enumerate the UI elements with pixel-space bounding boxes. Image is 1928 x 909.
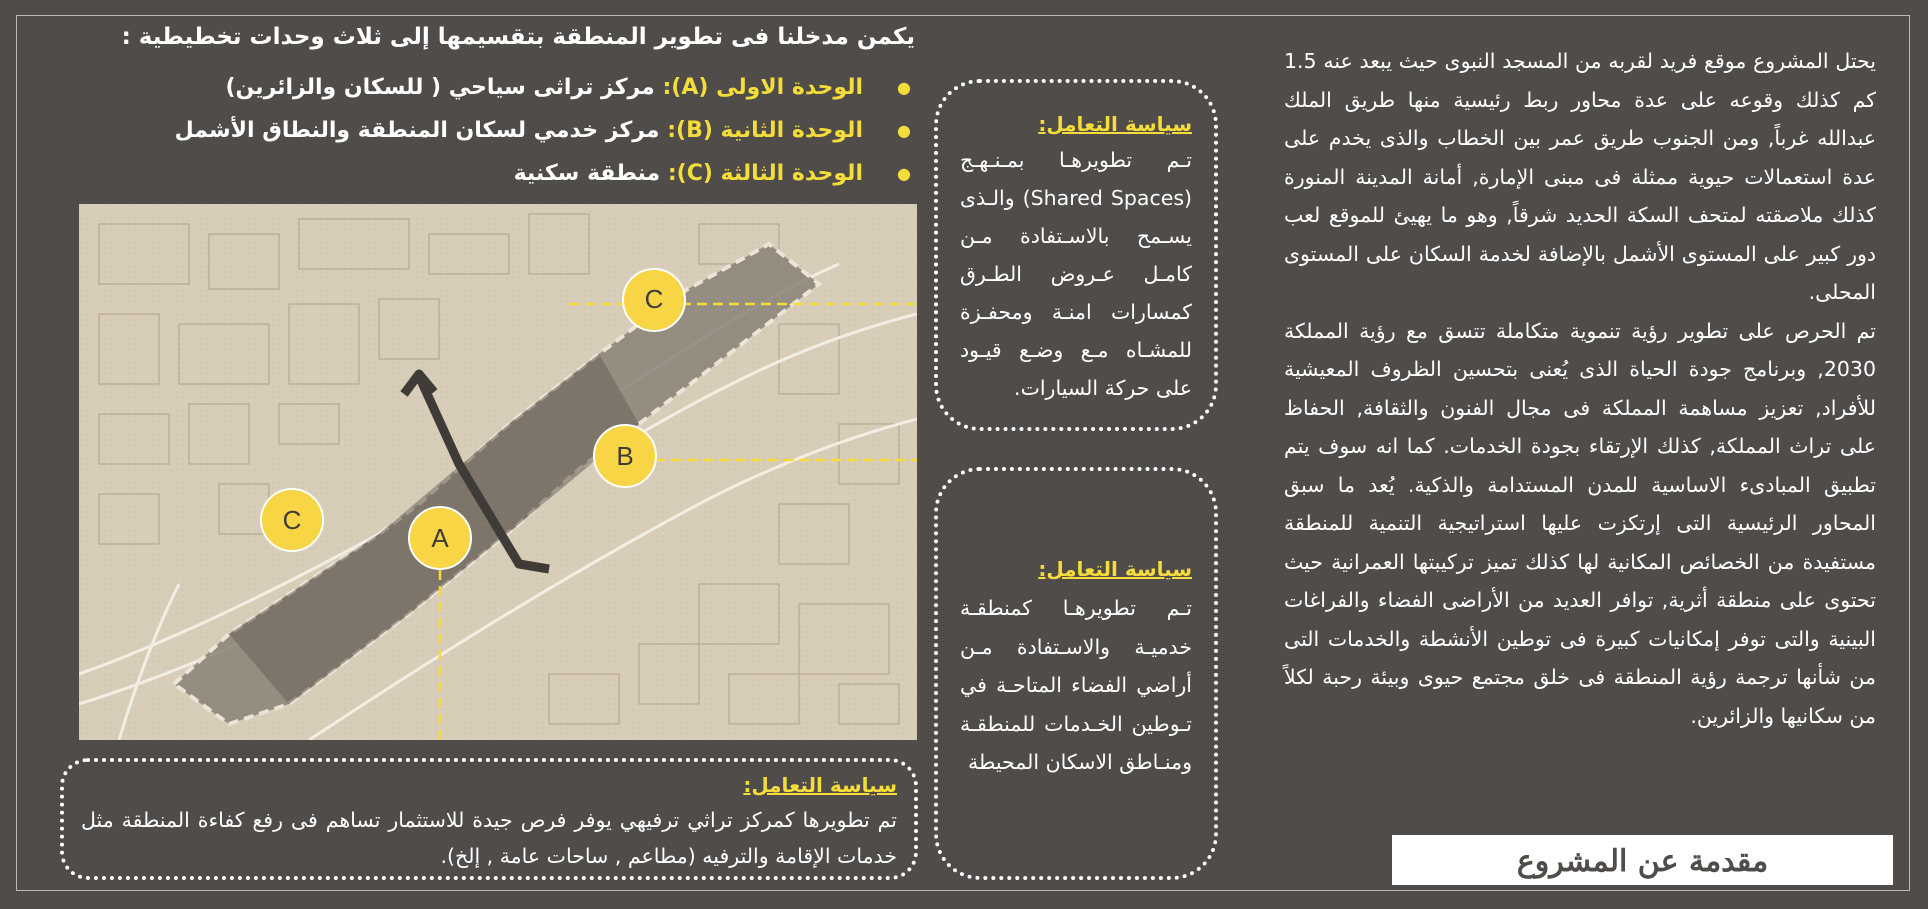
unit-item-b: [120, 109, 915, 152]
section-title: مقدمة عن المشروع: [1516, 843, 1769, 879]
unit-label: الوحدة الثانية (B):: [667, 118, 863, 143]
site-map: [79, 204, 917, 740]
policy-box-shared-spaces: [934, 79, 1218, 431]
unit-description: منطقة سكنية: [513, 161, 668, 186]
policy-body: تـم تطويرهـا كمنطقـة خدميـة والاسـتفادة مـن أراضي الفضاء المتاحـة في تـوطين الخـدمات للمنطقـة ومنـاطق الاسكان المحيطة: [960, 596, 1192, 774]
marker-label: A: [431, 523, 449, 553]
marker-label: C: [644, 284, 664, 314]
unit-label: الوحدة الثالثة (C):: [667, 161, 863, 186]
policy-box-heritage: [60, 758, 918, 880]
section-title-box: [1392, 835, 1893, 885]
intro-paragraph-2: تم الحرص على تطوير رؤية تنموية متكاملة تتسق مع رؤية المملكة 2030, وبرنامج جودة الحياة الذى يُعنى بتحسين الظروف المعيشية للأفراد, تعزيز مساهمة المملكة فى مجال الفنون والثقافة, الحفاظ على تراث المملكة, كذلك الإرتقاء بجودة الخدمات. كما انه سوف يتم تطبيق المبادىء الاساسية للمدن المستدامة والذكية. يُعد ما سبق المحاور الرئيسية التى إرتكزت عليها استراتيجية التنمية للمنطقة مستفيدة من الخصائص المكانية لها كذلك تميز تركيبتها العمرانية حيث تحتوى على منطقة أثرية, توافر العديد من الأراضى الفضاء والفراغات البينية والتى توفر إمكانيات كبيرة فى توطين الأنشطة والخدمات التى من شأنها ترجمة رؤية المنطقة فى خلق مجتمع حيوى وبيئة رحبة لكلاً من سكانيها والزائرين.: [1284, 318, 1876, 728]
marker-c-west: [261, 489, 323, 551]
unit-description: مركز تراثى سياحي ( للسكان والزائرين): [225, 75, 663, 100]
approach-heading: يكمن مدخلنا فى تطوير المنطقة بتقسيمها إلى ثلاث وحدات تخطيطية :: [121, 24, 915, 50]
unit-item-a: [120, 66, 915, 109]
policy-title: سياسة التعامل:: [743, 773, 897, 797]
marker-b: [594, 425, 656, 487]
unit-item-c: [120, 152, 915, 195]
bullet-icon: ●: [897, 121, 911, 140]
marker-label: C: [282, 505, 302, 535]
intro-text: [1284, 42, 1876, 735]
marker-c-east: [623, 269, 685, 331]
units-list: [120, 66, 915, 195]
marker-label: B: [616, 441, 634, 471]
policy-box-services: [934, 467, 1218, 880]
bullet-icon: ●: [897, 78, 911, 97]
intro-paragraph-1: يحتل المشروع موقع فريد لقربه من المسجد النبوى حيث يبعد عنه 1.5 كم كذلك وقوعه على عدة محاور ربط رئيسية منها طريق الملك عبدالله غرباً, ومن الجنوب طريق عمر بين الخطاب والذى يخدم على عدة استعمالات حيوية ممثلة فى مبنى الإمارة, أمانة المدينة المنورة كذلك ملاصقته لمتحف السكة الحديد شرقاً, وهو ما يهيئ للموقع لعب دور كبير على المستوى الأشمل بالإضافة لخدمة السكان على المستوى المحلى.: [1284, 49, 1876, 304]
policy-title: سياسة التعامل:: [1038, 112, 1192, 136]
marker-a: [409, 507, 471, 569]
policy-body: تم تطويرها كمركز تراثي ترفيهي يوفر فرص جيدة للاستثمار تساهم فى رفع كفاءة المنطقة مثل خدمات الإقامة والترفيه (مطاعم , ساحات عامة , إلخ).: [81, 808, 897, 868]
policy-title: سياسة التعامل:: [1038, 557, 1192, 581]
unit-label: الوحدة الاولى (A):: [662, 75, 863, 100]
unit-description: مركز خدمي لسكان المنطقة والنطاق الأشمل: [174, 118, 668, 143]
policy-body: تـم تطويرهـا بمـنـهـج (Shared Spaces) والـذى يسـمح بالاسـتفادة مـن كامـل عـروض الطـرق كمسارات امنـة ومحفـزة للمشـاه مـع وضـع قيـود على حركة السيارات.: [960, 148, 1193, 400]
bullet-icon: ●: [897, 164, 911, 183]
